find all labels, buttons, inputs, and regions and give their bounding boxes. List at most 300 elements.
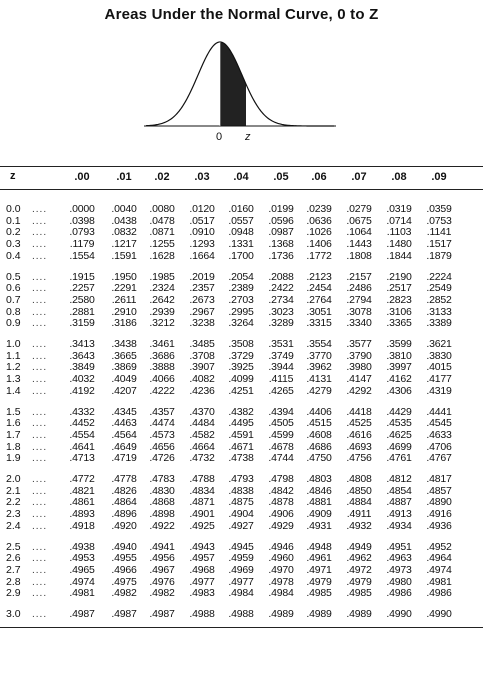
z-value: 2.4	[6, 519, 21, 532]
leader-dots: ....	[32, 429, 48, 441]
table-cell: .2549	[426, 282, 452, 295]
table-cell: .4846	[306, 484, 332, 497]
table-cell: .2486	[346, 282, 372, 295]
table-cell: .4306	[386, 384, 412, 397]
table-cell: .2852	[426, 293, 452, 306]
table-cell: .4936	[426, 519, 452, 532]
table-cell: .4966	[111, 563, 137, 576]
table-cell: .4955	[111, 552, 137, 565]
table-row	[0, 318, 483, 329]
column-header: .05	[273, 171, 289, 183]
table-cell: .4952	[426, 540, 452, 553]
table-cell: .4099	[228, 373, 254, 386]
table-cell: .4971	[306, 563, 332, 576]
table-cell: .4817	[426, 473, 452, 485]
table-cell: .2422	[268, 282, 294, 295]
table-cell: .0871	[149, 226, 175, 239]
table-cell: .4868	[149, 496, 175, 509]
z-value: 2.8	[6, 575, 21, 588]
table-cell: .4015	[426, 361, 452, 374]
table-cell: .4131	[306, 373, 332, 386]
z-value: 1.9	[6, 452, 21, 465]
table-cell: .2703	[228, 293, 254, 306]
table-cell: .1844	[386, 249, 412, 262]
table-cell: .4878	[268, 496, 294, 509]
z-column-header: z	[10, 170, 16, 182]
table-cell: .4985	[346, 587, 372, 600]
z-value: 1.4	[6, 384, 21, 397]
table-row	[0, 521, 483, 532]
table-cell: .1141	[426, 226, 452, 239]
table-cell: .4974	[69, 575, 95, 588]
z-value: 0.6	[6, 282, 21, 295]
z-value: 1.6	[6, 417, 21, 430]
table-cell: .4761	[386, 452, 412, 465]
label-z: z	[245, 131, 251, 143]
table-cell: .0080	[149, 203, 175, 215]
table-cell: .3531	[268, 338, 294, 350]
table-cell: .3665	[111, 349, 137, 362]
table-cell: .4370	[189, 405, 215, 418]
table-cell: .4452	[69, 417, 95, 430]
table-cell: .4251	[228, 384, 254, 397]
z-table	[0, 166, 483, 620]
table-cell: .4920	[111, 519, 137, 532]
table-cell: .4834	[189, 484, 215, 497]
table-cell: .4989	[346, 608, 372, 620]
table-cell: .3485	[189, 338, 215, 350]
table-cell: .0517	[189, 214, 215, 227]
table-cell: .3729	[228, 349, 254, 362]
table-cell: .3849	[69, 361, 95, 374]
table-cell: .4977	[228, 575, 254, 588]
table-cell: .2088	[268, 270, 294, 283]
table-row	[0, 542, 483, 553]
table-cell: .3051	[306, 305, 332, 318]
leader-dots: ....	[32, 306, 48, 318]
table-cell: .3790	[346, 349, 372, 362]
table-cell: .4890	[426, 496, 452, 509]
table-cell: .4222	[149, 384, 175, 397]
table-cell: .3925	[228, 361, 254, 374]
table-cell: .4192	[69, 384, 95, 397]
table-cell: .1064	[346, 226, 372, 239]
table-cell: .4987	[149, 608, 175, 620]
table-cell: .2611	[111, 293, 137, 306]
table-cell: .3962	[306, 361, 332, 374]
z-value: 2.6	[6, 552, 21, 565]
table-cell: .4931	[306, 519, 332, 532]
table-cell: .0636	[306, 214, 332, 227]
table-cell: .4974	[426, 563, 452, 576]
table-row	[0, 307, 483, 318]
z-value: 2.7	[6, 563, 21, 576]
table-cell: .0040	[111, 203, 137, 215]
table-cell: .2764	[306, 293, 332, 306]
table-cell: .4962	[346, 552, 372, 565]
leader-dots: ....	[32, 271, 48, 283]
table-cell: .4938	[69, 540, 95, 553]
table-row	[0, 565, 483, 576]
table-cell: .1331	[228, 238, 254, 251]
table-cell: .4418	[346, 405, 372, 418]
table-cell: .4901	[189, 508, 215, 521]
table-cell: .2123	[306, 270, 332, 283]
table-cell: .4744	[268, 452, 294, 465]
table-cell: .2291	[111, 282, 137, 295]
table-cell: .1554	[69, 249, 95, 262]
table-cell: .4927	[228, 519, 254, 532]
table-cell: .4973	[386, 563, 412, 576]
table-cell: .3159	[69, 317, 95, 330]
table-row	[0, 251, 483, 262]
table-cell: .1772	[306, 249, 332, 262]
leader-dots: ....	[32, 239, 48, 251]
column-header: .07	[351, 171, 367, 183]
z-value: 0.0	[6, 203, 21, 215]
table-row	[0, 216, 483, 227]
table-cell: .3508	[228, 338, 254, 350]
leader-dots: ....	[32, 441, 48, 453]
table-cell: .0596	[268, 214, 294, 227]
table-cell: .0910	[189, 226, 215, 239]
table-cell: .4066	[149, 373, 175, 386]
table-cell: .3708	[189, 349, 215, 362]
table-header	[0, 166, 483, 190]
table-cell: .4319	[426, 384, 452, 397]
table-cell: .4929	[268, 519, 294, 532]
table-cell: .4713	[69, 452, 95, 465]
table-cell: .0319	[386, 203, 412, 215]
table-cell: .0000	[69, 203, 95, 215]
table-cell: .4861	[69, 496, 95, 509]
table-row	[0, 386, 483, 397]
table-cell: .4394	[268, 405, 294, 418]
leader-dots: ....	[32, 609, 48, 620]
table-cell: .3830	[426, 349, 452, 362]
z-value: 0.1	[6, 214, 21, 227]
z-value: 0.8	[6, 305, 21, 318]
table-cell: .4382	[228, 405, 254, 418]
z-value: 0.5	[6, 270, 21, 283]
table-cell: .4989	[268, 608, 294, 620]
table-cell: .4147	[346, 373, 372, 386]
z-value: 0.3	[6, 238, 21, 251]
table-cell: .2881	[69, 305, 95, 318]
table-cell: .4656	[149, 440, 175, 453]
table-cell: .4671	[228, 440, 254, 453]
table-row	[0, 609, 483, 620]
table-cell: .2673	[189, 293, 215, 306]
table-cell: .3023	[268, 305, 294, 318]
table-cell: .4979	[306, 575, 332, 588]
table-cell: .4850	[346, 484, 372, 497]
table-cell: .0398	[69, 214, 95, 227]
table-cell: .1480	[386, 238, 412, 251]
table-cell: .1103	[386, 226, 412, 239]
table-cell: .4864	[111, 496, 137, 509]
leader-dots: ....	[32, 588, 48, 600]
table-cell: .4906	[268, 508, 294, 521]
table-cell: .4970	[268, 563, 294, 576]
table-cell: .3888	[149, 361, 175, 374]
table-cell: .4976	[149, 575, 175, 588]
table-cell: .4767	[426, 452, 452, 465]
table-cell: .4987	[111, 608, 137, 620]
table-cell: .2734	[268, 293, 294, 306]
leader-dots: ....	[32, 204, 48, 215]
table-cell: .4535	[386, 417, 412, 430]
table-cell: .4429	[386, 405, 412, 418]
table-cell: .0160	[228, 203, 254, 215]
table-row	[0, 474, 483, 485]
table-cell: .4986	[426, 587, 452, 600]
leader-dots: ....	[32, 283, 48, 295]
table-row	[0, 339, 483, 350]
table-cell: .4934	[386, 519, 412, 532]
table-cell: .4875	[228, 496, 254, 509]
table-cell: .4913	[386, 508, 412, 521]
table-cell: .4826	[111, 484, 137, 497]
z-value: 2.3	[6, 508, 21, 521]
table-cell: .2257	[69, 282, 95, 295]
table-cell: .1808	[346, 249, 372, 262]
table-cell: .0714	[386, 214, 412, 227]
page-title: Areas Under the Normal Curve, 0 to Z	[104, 6, 379, 23]
table-cell: .4963	[386, 552, 412, 565]
table-cell: .4854	[386, 484, 412, 497]
column-header: .03	[194, 171, 210, 183]
table-cell: .3577	[346, 338, 372, 350]
table-cell: .0753	[426, 214, 452, 227]
column-header: .00	[74, 171, 90, 183]
table-cell: .0199	[268, 203, 294, 215]
table-cell: .4983	[189, 587, 215, 600]
leader-dots: ....	[32, 453, 48, 465]
column-header: .06	[311, 171, 327, 183]
table-cell: .4599	[268, 428, 294, 441]
table-cell: .0359	[426, 203, 452, 215]
table-row	[0, 283, 483, 294]
table-cell: .4969	[228, 563, 254, 576]
table-row	[0, 486, 483, 497]
column-header: .01	[116, 171, 132, 183]
z-value: 1.2	[6, 361, 21, 374]
z-value: 0.2	[6, 226, 21, 239]
table-cell: .4441	[426, 405, 452, 418]
table-cell: .4706	[426, 440, 452, 453]
table-cell: .1915	[69, 270, 95, 283]
table-cell: .4953	[69, 552, 95, 565]
table-cell: .1985	[149, 270, 175, 283]
leader-dots: ....	[32, 385, 48, 397]
table-cell: .4049	[111, 373, 137, 386]
table-cell: .4582	[189, 428, 215, 441]
table-cell: .3106	[386, 305, 412, 318]
table-cell: .3997	[386, 361, 412, 374]
table-cell: .4474	[149, 417, 175, 430]
table-bottom-rule	[0, 627, 483, 628]
table-cell: .4987	[69, 608, 95, 620]
table-cell: .0675	[346, 214, 372, 227]
table-cell: .4925	[189, 519, 215, 532]
table-cell: .3078	[346, 305, 372, 318]
table-cell: .4686	[306, 440, 332, 453]
table-cell: .4032	[69, 373, 95, 386]
table-row	[0, 272, 483, 283]
z-value: 2.2	[6, 496, 21, 509]
table-cell: .3621	[426, 338, 452, 350]
table-cell: .4783	[149, 473, 175, 485]
table-row	[0, 407, 483, 418]
table-cell: .4525	[346, 417, 372, 430]
table-cell: .3869	[111, 361, 137, 374]
table-row	[0, 418, 483, 429]
z-value: 2.0	[6, 473, 21, 485]
z-value: 1.5	[6, 405, 21, 418]
table-cell: .0793	[69, 226, 95, 239]
table-cell: .4678	[268, 440, 294, 453]
table-cell: .4484	[189, 417, 215, 430]
leader-dots: ....	[32, 497, 48, 509]
normal-curve-figure	[140, 28, 340, 148]
table-row	[0, 374, 483, 385]
table-cell: .3770	[306, 349, 332, 362]
table-cell: .2324	[149, 282, 175, 295]
table-cell: .2357	[189, 282, 215, 295]
table-cell: .3749	[268, 349, 294, 362]
table-cell: .4949	[346, 540, 372, 553]
table-cell: .0478	[149, 214, 175, 227]
table-cell: .4946	[268, 540, 294, 553]
table-cell: .4292	[346, 384, 372, 397]
leader-dots: ....	[32, 576, 48, 588]
table-cell: .4750	[306, 452, 332, 465]
table-cell: .0832	[111, 226, 137, 239]
table-row	[0, 453, 483, 464]
table-cell: .4977	[189, 575, 215, 588]
table-cell: .4357	[149, 405, 175, 418]
table-cell: .4505	[268, 417, 294, 430]
table-cell: .4960	[268, 552, 294, 565]
table-cell: .3413	[69, 338, 95, 350]
leader-dots: ....	[32, 318, 48, 330]
table-cell: .4177	[426, 373, 452, 386]
leader-dots: ....	[32, 362, 48, 374]
table-cell: .4984	[228, 587, 254, 600]
table-cell: .4625	[386, 428, 412, 441]
table-cell: .2939	[149, 305, 175, 318]
table-row	[0, 442, 483, 453]
table-cell: .3264	[228, 317, 254, 330]
table-cell: .4838	[228, 484, 254, 497]
table-row	[0, 588, 483, 599]
table-cell: .3554	[306, 338, 332, 350]
table-cell: .2517	[386, 282, 412, 295]
table-cell: .4857	[426, 484, 452, 497]
table-cell: .4887	[386, 496, 412, 509]
table-cell: .3461	[149, 338, 175, 350]
table-cell: .3599	[386, 338, 412, 350]
table-cell: .4778	[111, 473, 137, 485]
table-row	[0, 553, 483, 564]
table-cell: .2054	[228, 270, 254, 283]
label-zero: 0	[216, 131, 223, 143]
z-value: 1.1	[6, 349, 21, 362]
table-cell: .4896	[111, 508, 137, 521]
table-cell: .2224	[426, 270, 452, 283]
table-cell: .4664	[189, 440, 215, 453]
table-cell: .4967	[149, 563, 175, 576]
table-cell: .1217	[111, 238, 137, 251]
leader-dots: ....	[32, 227, 48, 239]
table-cell: .2019	[189, 270, 215, 283]
table-cell: .0279	[346, 203, 372, 215]
table-cell: .1406	[306, 238, 332, 251]
table-cell: .4898	[149, 508, 175, 521]
table-cell: .1293	[189, 238, 215, 251]
table-cell: .1368	[268, 238, 294, 251]
table-cell: .4788	[189, 473, 215, 485]
table-row	[0, 509, 483, 520]
table-cell: .4918	[69, 519, 95, 532]
table-cell: .3438	[111, 338, 137, 350]
leader-dots: ....	[32, 541, 48, 553]
leader-dots: ....	[32, 418, 48, 430]
table-cell: .1950	[111, 270, 137, 283]
column-header: .08	[391, 171, 407, 183]
table-cell: .4932	[346, 519, 372, 532]
table-row	[0, 362, 483, 373]
table-cell: .1736	[268, 249, 294, 262]
table-cell: .3944	[268, 361, 294, 374]
table-cell: .4207	[111, 384, 137, 397]
z-value: 2.5	[6, 540, 21, 553]
table-cell: .3186	[111, 317, 137, 330]
table-cell: .3340	[346, 317, 372, 330]
table-cell: .4573	[149, 428, 175, 441]
table-cell: .0438	[111, 214, 137, 227]
table-cell: .1591	[111, 249, 137, 262]
table-cell: .4893	[69, 508, 95, 521]
table-cell: .4279	[306, 384, 332, 397]
table-cell: .3980	[346, 361, 372, 374]
table-cell: .4940	[111, 540, 137, 553]
table-cell: .2580	[69, 293, 95, 306]
table-cell: .4951	[386, 540, 412, 553]
table-cell: .3238	[189, 317, 215, 330]
table-cell: .4982	[111, 587, 137, 600]
z-value: 3.0	[6, 608, 21, 620]
table-cell: .4641	[69, 440, 95, 453]
table-cell: .2190	[386, 270, 412, 283]
leader-dots: ....	[32, 553, 48, 565]
table-cell: .4798	[268, 473, 294, 485]
table-cell: .4980	[386, 575, 412, 588]
z-value: 2.1	[6, 484, 21, 497]
table-cell: .4772	[69, 473, 95, 485]
table-cell: .2389	[228, 282, 254, 295]
table-cell: .4948	[306, 540, 332, 553]
table-cell: .0120	[189, 203, 215, 215]
table-cell: .4564	[111, 428, 137, 441]
z-value: 1.8	[6, 440, 21, 453]
table-cell: .2995	[228, 305, 254, 318]
table-cell: .3315	[306, 317, 332, 330]
leader-dots: ....	[32, 509, 48, 521]
table-cell: .3643	[69, 349, 95, 362]
table-cell: .4756	[346, 452, 372, 465]
